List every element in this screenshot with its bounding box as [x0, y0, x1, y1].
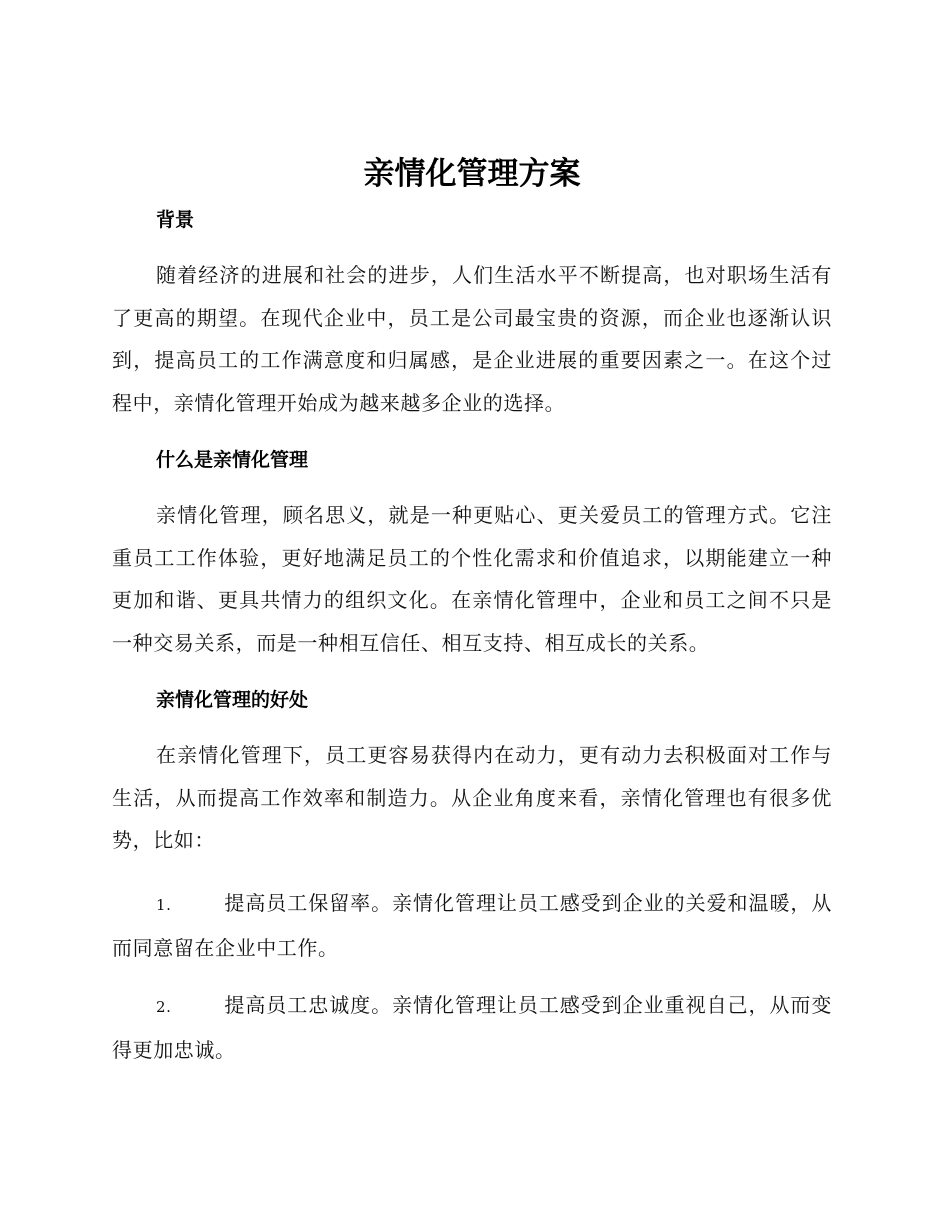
section-paragraph: 在亲情化管理下，员工更容易获得内在动力，更有动力去积极面对工作与生活，从而提高工作效率和制造力。从企业角度来看，亲情化管理也有很多优势，比如：	[112, 743, 832, 852]
section-benefits	[112, 684, 832, 862]
section-heading: 亲情化管理的好处	[156, 689, 309, 711]
section-paragraph: 随着经济的进展和社会的进步，人们生活水平不断提高，也对职场生活有了更高的期望。在现代企业中，员工是公司最宝贵的资源，而企业也逐渐认识到，提高员工的工作满意度和归属感，是企业进展的重要因素之一。在这个过程中，亲情化管理开始成为越来越多企业的选择。	[112, 263, 832, 415]
list-item	[112, 882, 832, 970]
section-paragraph: 亲情化管理，顾名思义，就是一种更贴心、更关爱员工的管理方式。它注重员工工作体验，更好地满足员工的个性化需求和价值追求，以期能建立一种更加和谐、更具共情力的组织文化。在亲情化管理中，企业和员工之间不只是一种交易关系，而是一种相互信任、相互支持、相互成长的关系。	[112, 503, 832, 655]
section-background	[112, 204, 832, 424]
list-item	[112, 984, 832, 1072]
document-title: 亲情化管理方案	[363, 156, 581, 192]
document-page	[112, 150, 832, 1086]
list-item-number: 2.	[156, 997, 172, 1016]
list-item-number: 1.	[156, 895, 172, 914]
section-heading: 背景	[156, 209, 195, 231]
benefits-list	[112, 882, 832, 1072]
list-item-text: 提高员工忠诚度。亲情化管理让员工感受到企业重视自己，从而变得更加忠诚。	[112, 992, 832, 1062]
list-item-text: 提高员工保留率。亲情化管理让员工感受到企业的关爱和温暖，从而同意留在企业中工作。	[112, 890, 832, 960]
section-what-is	[112, 444, 832, 664]
section-heading: 什么是亲情化管理	[156, 449, 309, 471]
